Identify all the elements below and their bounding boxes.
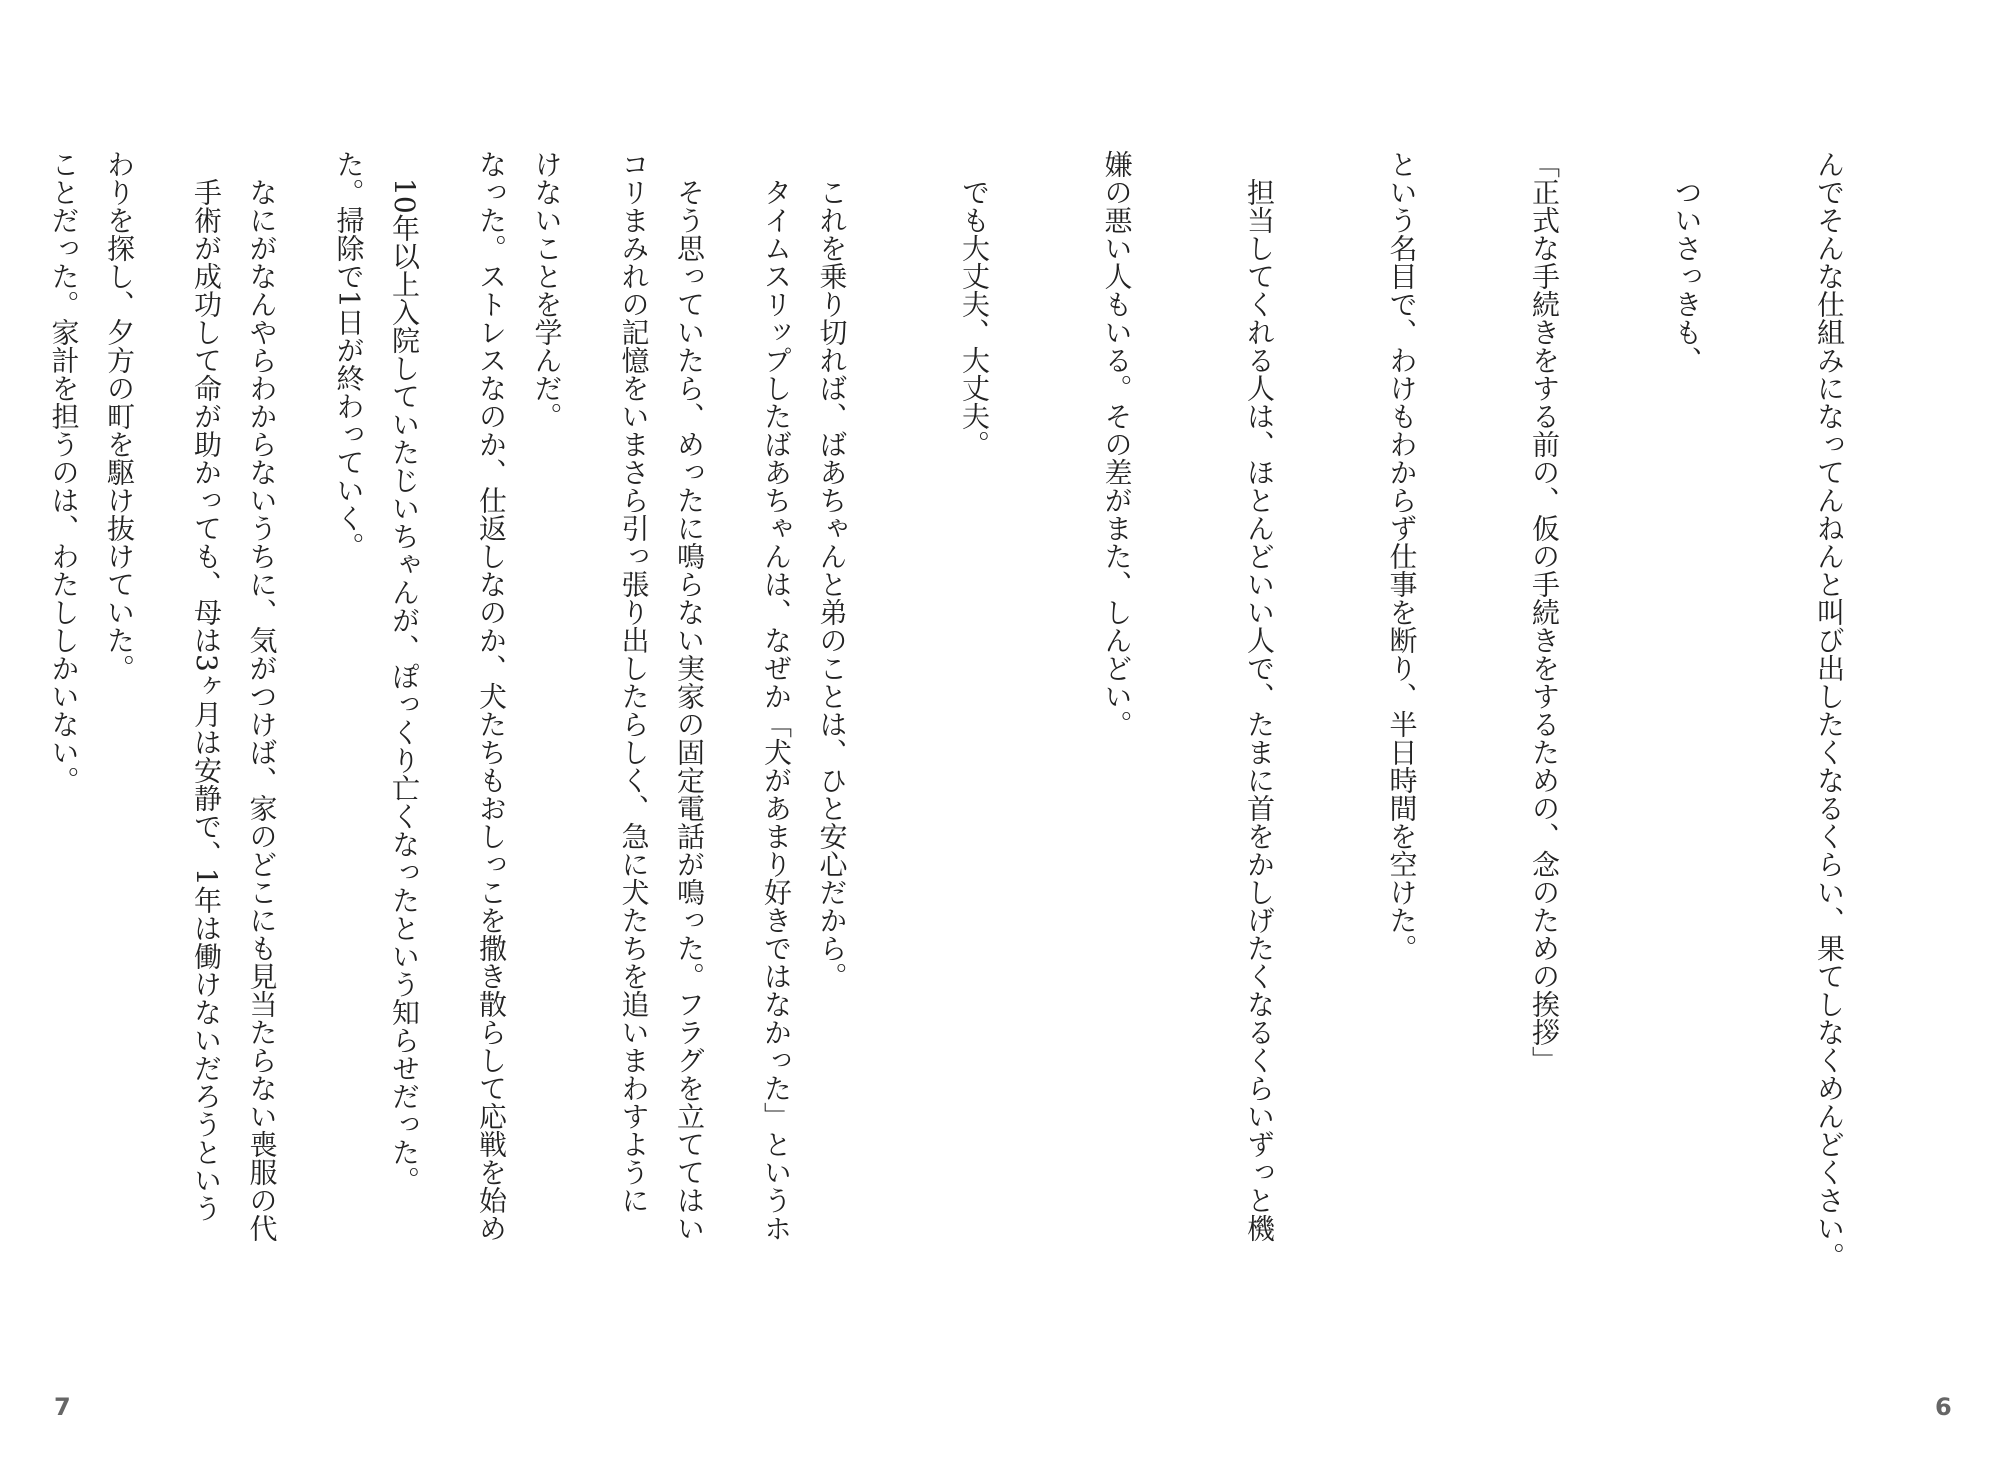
text-line: なった。ストレスなのか、仕返しなのか、犬たちもおしっこを撒き散らして応戦を始め <box>475 150 508 1242</box>
text-line: けないことを学んだ。 <box>530 150 564 430</box>
text-line: でも大丈夫、大丈夫。 <box>958 150 991 458</box>
page-number: 6 <box>1935 1393 1952 1421</box>
page-number: 7 <box>54 1393 71 1421</box>
text-line: という名目で、わけもわからず仕事を断り、半日時間を空けた。 <box>1385 150 1419 962</box>
text-line: これを乗り切れば、ばあちゃんと弟のことは、ひと安心だから。 <box>815 150 849 990</box>
text-line: タイムスリップしたばあちゃんは、なぜか「犬があまり好きではなかった」というホ <box>760 150 793 1242</box>
text-line: ついさっきも、 <box>1670 150 1704 374</box>
text-line: わりを探し、夕方の町を駆け抜けていた。 <box>103 150 136 682</box>
text-line: 「正式な手続きをする前の、仮の手続きをするための、念のための挨拶」 <box>1528 150 1561 1074</box>
text-line: 担当してくれる人は、ほとんどいい人で、たまに首をかしげたくなるくらいずっと機 <box>1243 150 1276 1242</box>
text-line: 10年以上入院していたじいちゃんが、ぽっくり亡くなったという知らせだった。 <box>388 150 421 1194</box>
blank-line <box>0 150 1 1280</box>
text-line: た。掃除で1日が終わっていく。 <box>332 150 366 560</box>
text-line: なにがなんやらわからないうちに、気がつけば、家のどこにも見当たらない喪服の代 <box>245 150 279 1242</box>
text-line: そう思っていたら、めったに鳴らない実家の固定電話が鳴った。フラグを立ててはい <box>673 150 706 1242</box>
text-line: 手術が成功して命が助かっても、母は3ヶ月は安静で、1年は働けないだろうという <box>190 150 223 1222</box>
text-line: コリまみれの記憶をいまさら引っ張り出したらしく、急に犬たちを追いまわすように <box>617 150 651 1214</box>
text-line: ことだった。家計を担うのは、わたししかいない。 <box>47 150 81 794</box>
text-line: 嫌の悪い人もいる。その差がまた、しんどい。 <box>1100 150 1134 738</box>
text-line: んでそんな仕組みになってんねんと叫び出したくなるくらい、果てしなくめんどくさい。 <box>1813 150 1846 1270</box>
